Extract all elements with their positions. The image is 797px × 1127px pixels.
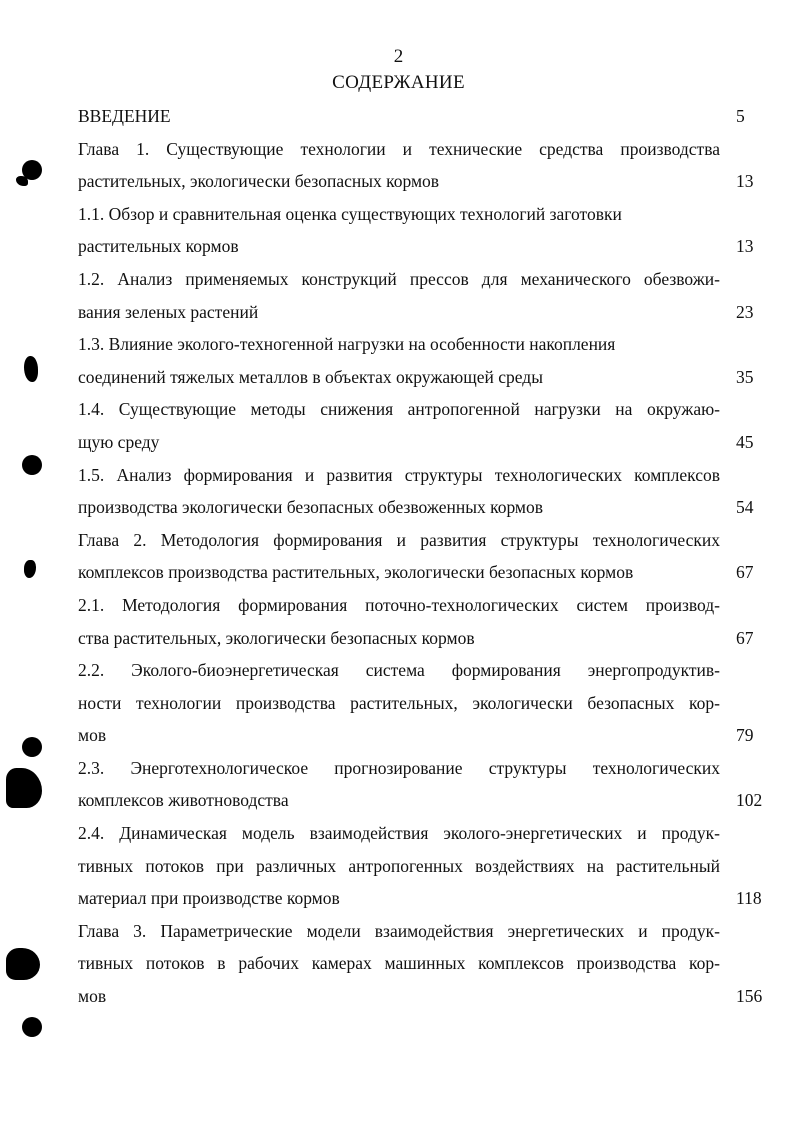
toc-entry bbox=[78, 100, 768, 133]
toc-entry-page: 13 bbox=[736, 171, 754, 192]
toc-entry-continuation bbox=[78, 980, 768, 1013]
toc-entry bbox=[78, 393, 768, 426]
toc-entry-page: 54 bbox=[736, 497, 754, 518]
toc-entry-text: 1.2. Анализ применяемых конструкций прессов для механического обезвожи- bbox=[78, 268, 720, 289]
toc-entry-text: материал при производстве кормов bbox=[78, 888, 340, 909]
toc-entry-page: 45 bbox=[736, 431, 754, 452]
page-number: 2 bbox=[393, 46, 404, 67]
toc-entry bbox=[78, 133, 768, 166]
scan-blot bbox=[24, 356, 38, 382]
toc-entry-text: мов bbox=[78, 986, 107, 1007]
toc-entry-page: 13 bbox=[736, 236, 754, 257]
toc-entry bbox=[78, 198, 768, 231]
toc-entry bbox=[78, 589, 768, 622]
toc-entry-text: комплексов животноводства bbox=[78, 790, 289, 811]
toc-entry bbox=[78, 524, 768, 557]
toc-entry bbox=[78, 752, 768, 785]
toc-entry-continuation bbox=[78, 719, 768, 752]
toc-entry-page: 5 bbox=[736, 106, 745, 126]
toc-entry-page: 23 bbox=[736, 301, 754, 322]
toc-entry-text: 2.3. Энерготехнологическое прогнозирование структуры технологических bbox=[78, 757, 720, 778]
toc-entry-continuation bbox=[78, 296, 768, 329]
toc-entry-text: 1.5. Анализ формирования и развития структуры технологических комплексов bbox=[78, 464, 720, 485]
toc-entry-text: Глава 1. Существующие технологии и технические средства производства bbox=[78, 138, 720, 159]
toc-entry-text: Глава 3. Параметрические модели взаимодействия энергетических и продук- bbox=[78, 920, 720, 941]
toc-entry-text: Глава 2. Методология формирования и развития структуры технологических bbox=[78, 529, 720, 550]
toc-entry-continuation bbox=[78, 556, 768, 589]
scan-blot bbox=[22, 737, 42, 757]
toc-entry-continuation bbox=[78, 784, 768, 817]
toc-entry-text: мов bbox=[78, 725, 107, 746]
toc-entry-continuation bbox=[78, 622, 768, 655]
scan-blot bbox=[16, 176, 28, 186]
page-title: СОДЕРЖАНИЕ bbox=[332, 72, 465, 93]
toc-entry-page: 79 bbox=[736, 725, 754, 746]
toc-entry-text: растительных, экологически безопасных кормов bbox=[78, 171, 440, 192]
toc-entry-text: соединений тяжелых металлов в объектах окружающей среды bbox=[78, 366, 543, 387]
toc-entry-text: щую среду bbox=[78, 431, 160, 452]
scan-blot bbox=[24, 560, 36, 578]
toc-entry-text: 1.3. Влияние эколого-техногенной нагрузки на особенности накопления bbox=[78, 334, 616, 355]
toc-entry-text: ства растительных, экологически безопасных кормов bbox=[78, 627, 475, 648]
toc-entry-continuation bbox=[78, 882, 768, 915]
toc-entry-page: 102 bbox=[736, 790, 763, 811]
toc-entry-text: тивных потоков при различных антропогенных воздействиях на растительный bbox=[78, 855, 720, 876]
toc-entry-text: тивных потоков в рабочих камерах машинных комплексов производства кор- bbox=[78, 953, 720, 974]
scan-blot bbox=[6, 948, 40, 980]
toc-entry bbox=[78, 328, 768, 361]
toc-entry-page: 67 bbox=[736, 562, 754, 583]
toc-entry-continuation bbox=[78, 947, 768, 980]
toc-entry-continuation bbox=[78, 361, 768, 394]
toc-entry-text: 2.4. Динамическая модель взаимодействия эколого-энергетических и продук- bbox=[78, 823, 720, 844]
scan-blot bbox=[22, 1017, 42, 1037]
toc-entry bbox=[78, 915, 768, 948]
table-of-contents bbox=[78, 100, 768, 1013]
toc-entry-text: ВВЕДЕНИЕ bbox=[78, 106, 171, 126]
toc-entry-text: 1.4. Существующие методы снижения антропогенной нагрузки на окружаю- bbox=[78, 399, 720, 420]
toc-entry-page: 35 bbox=[736, 366, 754, 387]
toc-entry-text: растительных кормов bbox=[78, 236, 239, 257]
toc-entry bbox=[78, 459, 768, 492]
toc-entry-continuation bbox=[78, 230, 768, 263]
toc-entry bbox=[78, 263, 768, 296]
toc-entry bbox=[78, 817, 768, 850]
toc-entry-page: 118 bbox=[736, 888, 762, 909]
toc-entry-text: 2.2. Эколого-биоэнергетическая система формирования энергопродуктив- bbox=[78, 660, 720, 681]
toc-entry-continuation bbox=[78, 165, 768, 198]
toc-entry-text: 2.1. Методология формирования поточно-технологических систем производ- bbox=[78, 594, 720, 615]
toc-entry bbox=[78, 654, 768, 687]
toc-entry-page: 156 bbox=[736, 986, 763, 1007]
scan-blot bbox=[22, 455, 42, 475]
scan-blot bbox=[6, 768, 42, 808]
toc-entry-continuation bbox=[78, 426, 768, 459]
toc-entry-page: 67 bbox=[736, 627, 754, 648]
toc-entry-continuation bbox=[78, 491, 768, 524]
toc-entry-text: вания зеленых растений bbox=[78, 301, 259, 322]
toc-entry-continuation bbox=[78, 687, 768, 720]
toc-entry-text: ности технологии производства растительных, экологически безопасных кор- bbox=[78, 692, 720, 713]
toc-entry-text: комплексов производства растительных, экологически безопасных кормов bbox=[78, 562, 634, 583]
toc-entry-continuation bbox=[78, 850, 768, 883]
toc-entry-text: производства экологически безопасных обезвоженных кормов bbox=[78, 497, 544, 518]
toc-entry-text: 1.1. Обзор и сравнительная оценка существующих технологий заготовки bbox=[78, 203, 622, 224]
